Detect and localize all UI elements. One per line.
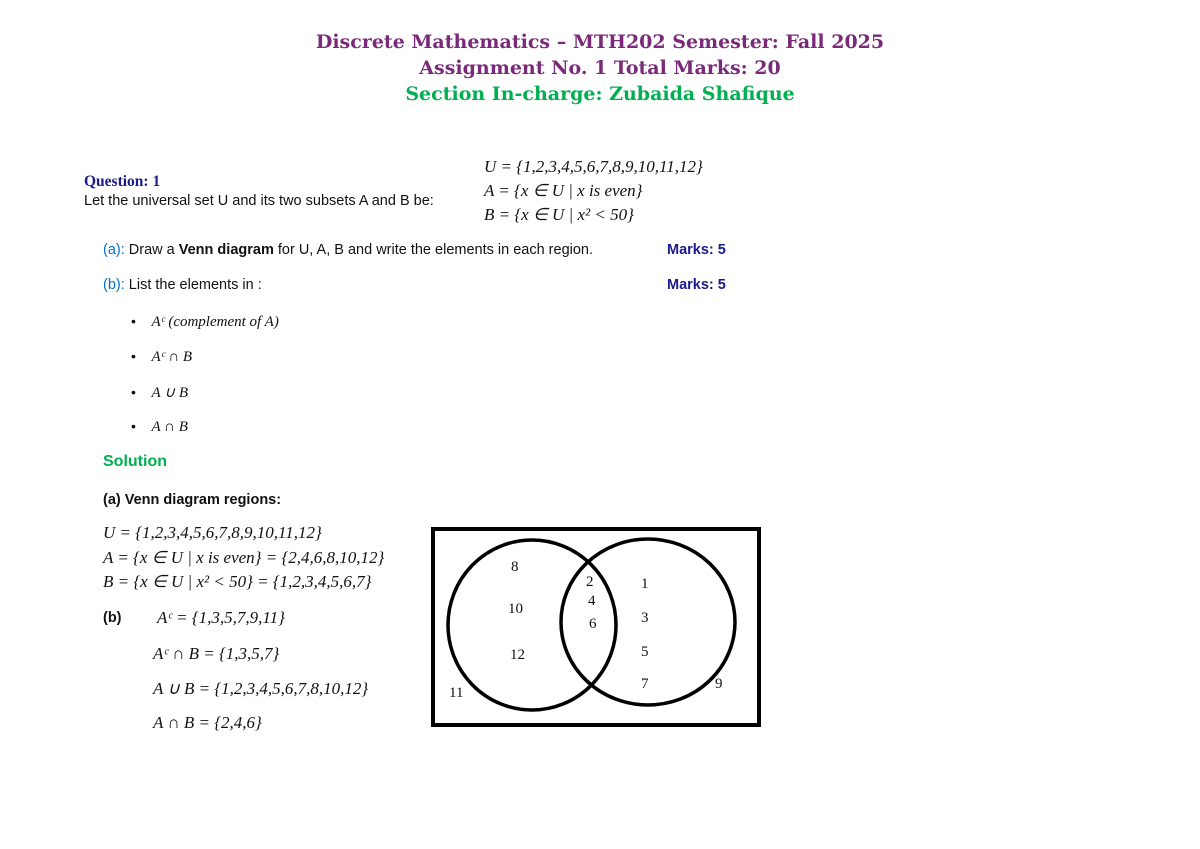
part-b-label: List the elements in : — [124, 277, 262, 293]
venn-a-only-8: 8 — [511, 559, 519, 575]
answer-a-intersect-b: A ∩ B = {2,4,6} — [153, 713, 262, 732]
venn-a-only-12: 12 — [510, 647, 525, 663]
part-a-text — [103, 242, 593, 258]
answer-ac-intersect-b: Aᶜ ∩ B = {1,3,5,7} — [153, 644, 280, 663]
part-b-marks: Marks: 5 — [667, 277, 726, 293]
bullet-4: • A ∩ B — [131, 418, 188, 435]
question-intro: Let the universal set U and its two subsets A and B be: — [84, 193, 434, 209]
venn-diagram — [431, 527, 761, 727]
bullet-text: Aᶜ (complement of A) — [151, 314, 279, 330]
part-a-bold: Venn diagram — [178, 242, 274, 258]
part-b-tag: (b): — [103, 277, 125, 293]
def-b: B = {x ∈ U | x² < 50} — [484, 205, 634, 224]
part-a-pre: Draw a — [124, 242, 179, 258]
venn-a-only-10: 10 — [508, 601, 523, 617]
bullet-text: A ∪ B — [151, 385, 189, 401]
solution-heading: Solution — [103, 453, 167, 470]
question-label: Question: 1 — [84, 173, 161, 190]
solution-def-a: A = {x ∈ U | x is even} = {2,4,6,8,10,12} — [103, 548, 385, 567]
venn-b-only-3: 3 — [641, 610, 649, 626]
venn-ab-4: 4 — [588, 593, 596, 609]
answer-a-union-b: A ∪ B = {1,2,3,4,5,6,7,8,10,12} — [153, 679, 369, 698]
section-incharge: Section In-charge: Zubaida Shafique — [405, 83, 795, 105]
bullet-1: • Aᶜ (complement of A) — [131, 313, 279, 330]
bullet-text: Aᶜ ∩ B — [151, 349, 193, 365]
answer-a-complement: Aᶜ = {1,3,5,7,9,11} — [157, 608, 285, 627]
part-a-marks: Marks: 5 — [667, 242, 726, 258]
bullet-2: • Aᶜ ∩ B — [131, 348, 193, 365]
part-b-text — [103, 277, 262, 293]
def-a: A = {x ∈ U | x is even} — [484, 181, 643, 200]
venn-b-only-1: 1 — [641, 576, 649, 592]
venn-b-only-5: 5 — [641, 644, 649, 660]
venn-b-only-7: 7 — [641, 676, 649, 692]
bullet-text: A ∩ B — [151, 419, 188, 435]
venn-outside-9: 9 — [715, 676, 723, 692]
part-a-post: for U, A, B and write the elements in each region. — [273, 242, 594, 258]
venn-outside-11: 11 — [449, 685, 464, 701]
bullet-3: • A ∪ B — [131, 384, 189, 401]
venn-ab-6: 6 — [589, 616, 597, 632]
solution-def-b: B = {x ∈ U | x² < 50} = {1,2,3,4,5,6,7} — [103, 572, 372, 591]
part-a-tag: (a): — [103, 242, 125, 258]
solution-def-u: U = {1,2,3,4,5,6,7,8,9,10,11,12} — [103, 523, 322, 542]
doc-title-line2: Assignment No. 1 Total Marks: 20 — [419, 57, 781, 79]
solution-part-b-label: (b) — [103, 610, 122, 626]
doc-title-line1: Discrete Mathematics – MTH202 Semester: Fall 2025 — [315, 31, 885, 53]
venn-ab-2: 2 — [586, 574, 594, 590]
def-u: U = {1,2,3,4,5,6,7,8,9,10,11,12} — [484, 157, 703, 176]
solution-part-a-heading: (a) Venn diagram regions: — [103, 492, 282, 508]
